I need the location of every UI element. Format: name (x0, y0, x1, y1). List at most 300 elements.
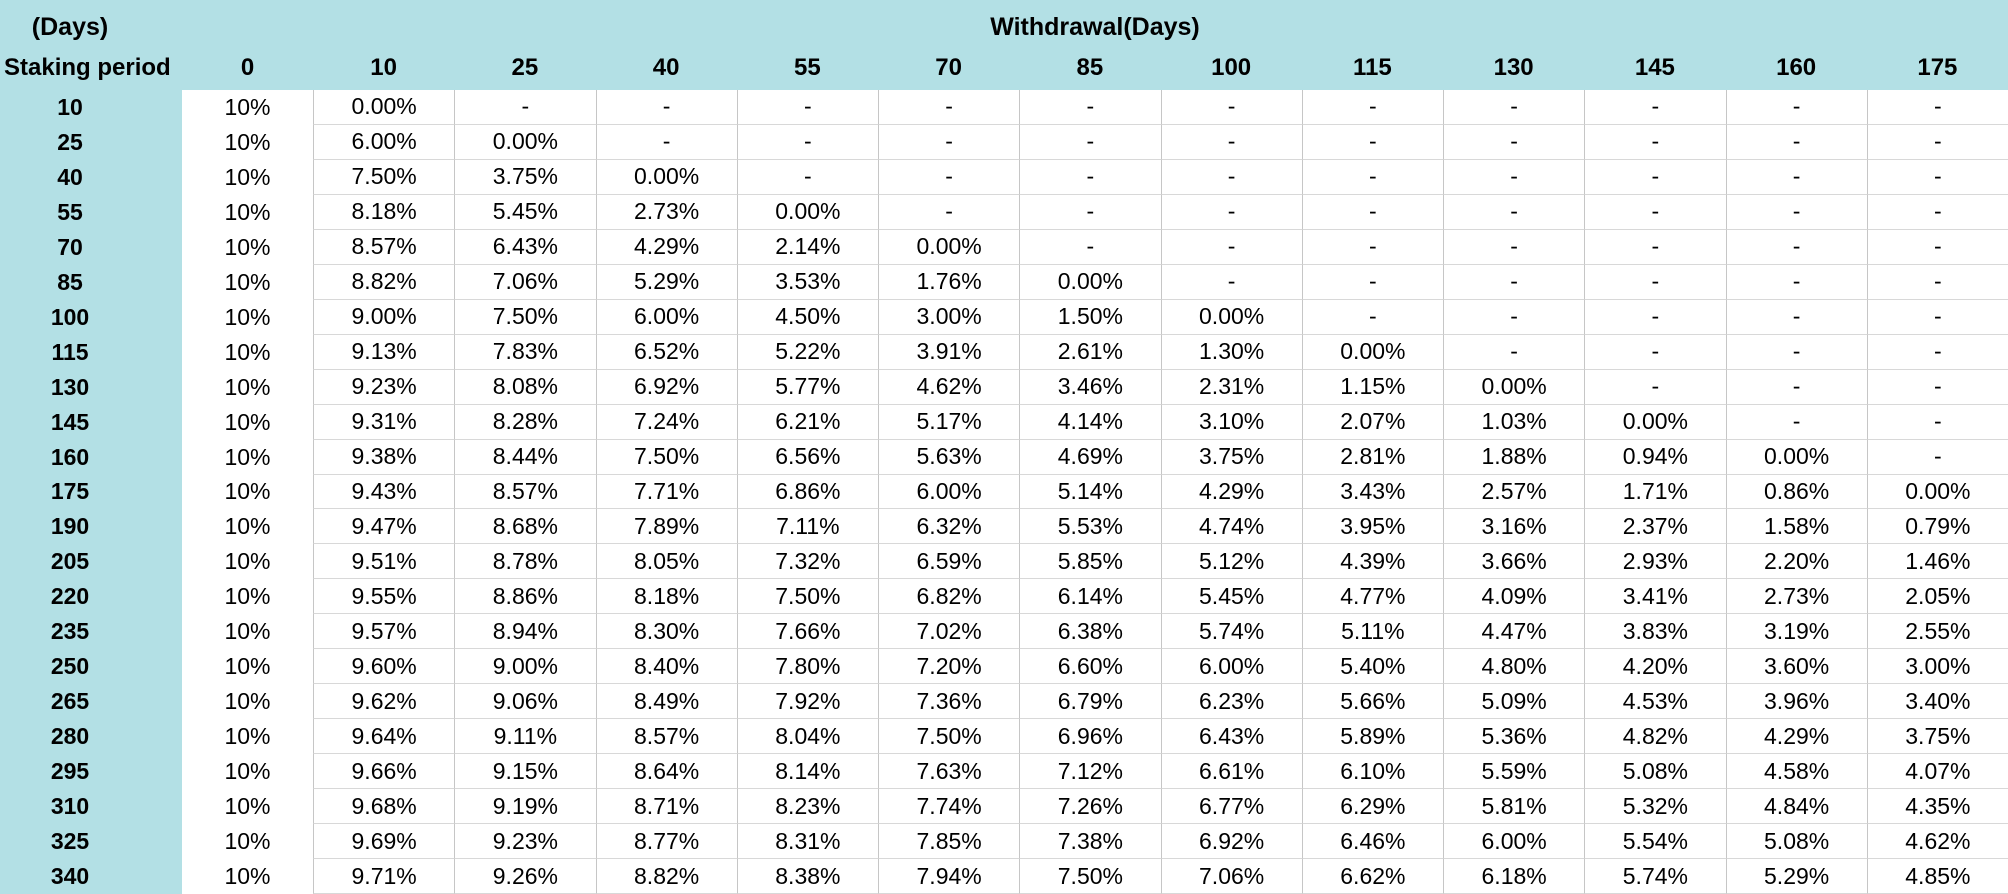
rate-cell: 10% (182, 160, 313, 195)
rate-cell: 10% (182, 614, 313, 649)
rate-cell: 0.94% (1584, 440, 1725, 475)
rate-cell: 3.96% (1726, 684, 1867, 719)
table-row (0, 265, 2008, 300)
rate-cell: 3.16% (1443, 509, 1584, 544)
rate-cell: 7.71% (596, 475, 737, 510)
rate-cell: 4.69% (1019, 440, 1160, 475)
rate-cell: 5.08% (1584, 754, 1725, 789)
rate-cell: 3.46% (1019, 370, 1160, 405)
rate-cell: 2.37% (1584, 509, 1725, 544)
table-row (0, 824, 2008, 859)
rate-cell: - (1584, 125, 1725, 160)
rate-cell: 1.88% (1443, 440, 1584, 475)
rate-cell: 3.10% (1161, 405, 1302, 440)
rate-cell: 4.82% (1584, 719, 1725, 754)
staking-period-value: 160 (0, 440, 140, 475)
rate-cell: - (1867, 160, 2008, 195)
rate-cell: 7.80% (737, 649, 878, 684)
rate-cell: 4.80% (1443, 649, 1584, 684)
withdrawal-days-column-header: 160 (1776, 54, 1817, 81)
rate-cell: - (1161, 160, 1302, 195)
withdrawal-days-column-header: 115 (1353, 54, 1392, 81)
rate-cell: 10% (182, 579, 313, 614)
rate-cell: 2.31% (1161, 370, 1302, 405)
rate-cell: 6.86% (737, 475, 878, 510)
staking-period-value: 220 (0, 579, 140, 614)
rate-cell: - (1584, 265, 1725, 300)
rate-cell: 6.00% (1443, 824, 1584, 859)
table-row (0, 544, 2008, 579)
rate-cell: 10% (182, 370, 313, 405)
rate-cell: - (454, 90, 595, 125)
rate-cell: 3.83% (1584, 614, 1725, 649)
rate-cell: 6.77% (1161, 789, 1302, 824)
rate-cell: 7.89% (596, 509, 737, 544)
rate-cell: 5.59% (1443, 754, 1584, 789)
rate-cell: 8.18% (313, 195, 454, 230)
rate-cell: 6.43% (454, 230, 595, 265)
rate-cell: - (1443, 300, 1584, 335)
rate-cell: 10% (182, 475, 313, 510)
rate-cell: 7.24% (596, 405, 737, 440)
row-spacer (140, 789, 182, 824)
staking-period-value: 145 (0, 405, 140, 440)
rate-cell: 7.50% (737, 579, 878, 614)
rate-cell: 8.57% (596, 719, 737, 754)
rate-cell: - (1019, 90, 1160, 125)
rate-cell: - (1867, 335, 2008, 370)
rate-cell: 2.93% (1584, 544, 1725, 579)
rate-cell: 3.43% (1302, 475, 1443, 510)
table-row (0, 300, 2008, 335)
rate-cell: 6.56% (737, 440, 878, 475)
staking-period-value: 295 (0, 754, 140, 789)
withdrawal-days-title: Withdrawal(Days) (990, 12, 1200, 41)
rate-cell: 7.02% (878, 614, 1019, 649)
table-title-row (0, 0, 2008, 46)
rate-cell: 3.66% (1443, 544, 1584, 579)
staking-period-value: 250 (0, 649, 140, 684)
row-spacer (140, 265, 182, 300)
rate-cell: 9.00% (313, 300, 454, 335)
rate-cell: - (1302, 300, 1443, 335)
rate-cell: 3.75% (1867, 719, 2008, 754)
rate-cell: 9.69% (313, 824, 454, 859)
rate-cell: 6.92% (1161, 824, 1302, 859)
rate-cell: 3.53% (737, 265, 878, 300)
rate-cell: 10% (182, 335, 313, 370)
rate-cell: 8.38% (737, 859, 878, 894)
rate-cell: 10% (182, 440, 313, 475)
rate-cell: 9.57% (313, 614, 454, 649)
rate-cell: 5.32% (1584, 789, 1725, 824)
table-row (0, 649, 2008, 684)
rate-cell: 7.26% (1019, 789, 1160, 824)
rate-cell: 3.40% (1867, 684, 2008, 719)
rate-cell: 9.19% (454, 789, 595, 824)
rate-cell: 2.57% (1443, 475, 1584, 510)
rate-cell: 2.05% (1867, 579, 2008, 614)
rate-cell: 7.20% (878, 649, 1019, 684)
rate-cell: 8.64% (596, 754, 737, 789)
rate-cell: 5.17% (878, 405, 1019, 440)
rate-cell: 4.39% (1302, 544, 1443, 579)
table-row (0, 160, 2008, 195)
rate-cell: 4.58% (1726, 754, 1867, 789)
rate-cell: - (1726, 195, 1867, 230)
staking-period-value: 340 (0, 859, 140, 894)
rate-cell: - (737, 160, 878, 195)
rate-cell: - (1867, 370, 2008, 405)
rate-cell: 4.20% (1584, 649, 1725, 684)
rate-cell: 6.82% (878, 579, 1019, 614)
rate-cell: 7.85% (878, 824, 1019, 859)
withdrawal-days-column-header: 70 (935, 54, 962, 81)
rate-cell: 1.58% (1726, 509, 1867, 544)
rate-cell: - (1443, 160, 1584, 195)
rate-cell: 3.19% (1726, 614, 1867, 649)
rate-cell: 5.54% (1584, 824, 1725, 859)
rate-cell: 5.12% (1161, 544, 1302, 579)
rate-cell: 8.77% (596, 824, 737, 859)
rate-cell: - (1584, 90, 1725, 125)
rate-cell: 5.14% (1019, 475, 1160, 510)
table-body (0, 90, 2008, 894)
row-spacer (140, 859, 182, 894)
rate-cell: 2.73% (1726, 579, 1867, 614)
table-row (0, 90, 2008, 125)
rate-cell: 5.29% (596, 265, 737, 300)
withdrawal-days-column-header: 55 (794, 54, 821, 81)
rate-cell: 2.61% (1019, 335, 1160, 370)
rate-cell: 7.50% (1019, 859, 1160, 894)
table-row (0, 509, 2008, 544)
rate-cell: 5.66% (1302, 684, 1443, 719)
withdrawal-days-column-header: 100 (1211, 54, 1252, 81)
rate-cell: 2.14% (737, 230, 878, 265)
rate-cell: 4.35% (1867, 789, 2008, 824)
rate-cell: - (878, 160, 1019, 195)
staking-period-value: 115 (0, 335, 140, 370)
table-row (0, 579, 2008, 614)
rate-cell: - (1867, 440, 2008, 475)
rate-cell: 9.47% (313, 509, 454, 544)
rate-cell: - (596, 90, 737, 125)
rate-cell: 4.62% (878, 370, 1019, 405)
rate-cell: 8.82% (313, 265, 454, 300)
rate-cell: 5.36% (1443, 719, 1584, 754)
row-spacer (140, 335, 182, 370)
rate-cell: 9.11% (454, 719, 595, 754)
rate-cell: 8.57% (313, 230, 454, 265)
rate-cell: - (1443, 265, 1584, 300)
rate-cell: 8.49% (596, 684, 737, 719)
rate-cell: 9.60% (313, 649, 454, 684)
rate-cell: 5.74% (1584, 859, 1725, 894)
rate-cell: 5.22% (737, 335, 878, 370)
rate-cell: 10% (182, 754, 313, 789)
rate-cell: 6.96% (1019, 719, 1160, 754)
rate-cell: 2.55% (1867, 614, 2008, 649)
rate-cell: 4.29% (596, 230, 737, 265)
rate-cell: 6.43% (1161, 719, 1302, 754)
rate-cell: - (1019, 160, 1160, 195)
rate-cell: 5.40% (1302, 649, 1443, 684)
rate-cell: 4.77% (1302, 579, 1443, 614)
table-row (0, 195, 2008, 230)
rate-cell: - (1867, 125, 2008, 160)
rate-cell: 7.32% (737, 544, 878, 579)
rate-cell: 1.46% (1867, 544, 2008, 579)
row-spacer (140, 824, 182, 859)
rate-cell: 5.81% (1443, 789, 1584, 824)
rate-cell: 10% (182, 684, 313, 719)
rate-cell: 8.05% (596, 544, 737, 579)
rate-cell: 6.92% (596, 370, 737, 405)
table-row (0, 684, 2008, 719)
table-row (0, 440, 2008, 475)
rate-cell: 10% (182, 509, 313, 544)
rate-cell: - (737, 90, 878, 125)
rate-cell: - (1443, 125, 1584, 160)
rate-cell: 0.00% (737, 195, 878, 230)
column-header-row (0, 46, 2008, 90)
rate-cell: 2.07% (1302, 405, 1443, 440)
rate-cell: 0.79% (1867, 509, 2008, 544)
rate-cell: - (1302, 230, 1443, 265)
row-spacer (140, 544, 182, 579)
rate-cell: 3.75% (454, 160, 595, 195)
rate-cell: - (1161, 90, 1302, 125)
rate-cell: 5.45% (454, 195, 595, 230)
row-spacer (140, 754, 182, 789)
rate-cell: - (1726, 265, 1867, 300)
rate-cell: 6.00% (596, 300, 737, 335)
staking-period-value: 70 (0, 230, 140, 265)
staking-period-value: 280 (0, 719, 140, 754)
rate-cell: 3.91% (878, 335, 1019, 370)
rate-cell: 6.59% (878, 544, 1019, 579)
rate-cell: 4.29% (1726, 719, 1867, 754)
rate-cell: - (878, 90, 1019, 125)
rate-cell: 7.12% (1019, 754, 1160, 789)
rate-cell: 9.23% (313, 370, 454, 405)
rate-cell: 7.83% (454, 335, 595, 370)
rate-cell: - (878, 195, 1019, 230)
withdrawal-days-column-header: 85 (1076, 54, 1104, 81)
rate-cell: 7.06% (454, 265, 595, 300)
rate-cell: 8.86% (454, 579, 595, 614)
rate-cell: 7.50% (313, 160, 454, 195)
rate-cell: 2.73% (596, 195, 737, 230)
staking-period-value: 175 (0, 475, 140, 510)
rate-cell: 0.00% (313, 90, 454, 125)
rate-cell: - (1726, 160, 1867, 195)
rate-cell: 9.62% (313, 684, 454, 719)
rate-cell: 9.51% (313, 544, 454, 579)
rate-cell: - (1161, 125, 1302, 160)
table-row (0, 125, 2008, 160)
rate-cell: 10% (182, 544, 313, 579)
rate-cell: - (1019, 230, 1160, 265)
rate-cell: 7.50% (878, 719, 1019, 754)
rate-cell: - (1019, 125, 1160, 160)
rate-cell: - (737, 125, 878, 160)
rate-cell: 4.62% (1867, 824, 2008, 859)
rate-cell: 8.14% (737, 754, 878, 789)
rate-cell: - (1161, 195, 1302, 230)
rate-cell: 3.95% (1302, 509, 1443, 544)
rate-cell: 6.32% (878, 509, 1019, 544)
rate-cell: 5.09% (1443, 684, 1584, 719)
rate-cell: 8.04% (737, 719, 878, 754)
staking-period-value: 310 (0, 789, 140, 824)
rate-cell: 2.81% (1302, 440, 1443, 475)
rate-cell: 5.29% (1726, 859, 1867, 894)
rate-cell: 8.82% (596, 859, 737, 894)
row-spacer (140, 475, 182, 510)
rate-cell: 9.64% (313, 719, 454, 754)
rate-cell: 5.89% (1302, 719, 1443, 754)
row-spacer (140, 195, 182, 230)
rate-cell: 0.00% (454, 125, 595, 160)
rate-cell: - (1584, 195, 1725, 230)
rate-cell: 4.84% (1726, 789, 1867, 824)
rate-cell: - (1726, 125, 1867, 160)
rate-cell: 6.29% (1302, 789, 1443, 824)
rate-cell: 0.00% (878, 230, 1019, 265)
rate-cell: - (1161, 230, 1302, 265)
rate-cell: 0.00% (1867, 475, 2008, 510)
row-spacer (140, 440, 182, 475)
rate-cell: - (1302, 125, 1443, 160)
rate-cell: - (1302, 265, 1443, 300)
rate-cell: - (1584, 335, 1725, 370)
row-spacer (140, 719, 182, 754)
rate-cell: 7.06% (1161, 859, 1302, 894)
rate-cell: 0.86% (1726, 475, 1867, 510)
rate-cell: 10% (182, 125, 313, 160)
rate-cell: - (1867, 195, 2008, 230)
rate-cell: 9.68% (313, 789, 454, 824)
table-row (0, 475, 2008, 510)
row-spacer (140, 684, 182, 719)
rate-cell: 7.38% (1019, 824, 1160, 859)
rate-cell: 9.55% (313, 579, 454, 614)
row-spacer (140, 509, 182, 544)
staking-period-value: 55 (0, 195, 140, 230)
rate-cell: 6.10% (1302, 754, 1443, 789)
row-spacer (140, 125, 182, 160)
rate-cell: 6.18% (1443, 859, 1584, 894)
table-row (0, 754, 2008, 789)
withdrawal-days-column-header: 175 (1917, 54, 1958, 81)
rate-cell: 5.53% (1019, 509, 1160, 544)
rate-cell: 10% (182, 90, 313, 125)
rate-cell: 5.11% (1302, 614, 1443, 649)
rate-cell: 9.31% (313, 405, 454, 440)
rate-cell: 7.94% (878, 859, 1019, 894)
rate-cell: 8.68% (454, 509, 595, 544)
rate-cell: 5.08% (1726, 824, 1867, 859)
rate-cell: 8.78% (454, 544, 595, 579)
table-row (0, 335, 2008, 370)
row-spacer (140, 90, 182, 125)
rate-cell: 10% (182, 859, 313, 894)
rate-cell: - (1019, 195, 1160, 230)
row-spacer (140, 370, 182, 405)
rate-cell: 3.00% (878, 300, 1019, 335)
staking-period-value: 190 (0, 509, 140, 544)
rate-cell: 10% (182, 405, 313, 440)
rate-cell: 6.00% (1161, 649, 1302, 684)
row-spacer (140, 300, 182, 335)
rate-cell: 9.26% (454, 859, 595, 894)
withdrawal-days-column-header: 130 (1493, 54, 1534, 81)
staking-period-value: 265 (0, 684, 140, 719)
rate-cell: - (1584, 160, 1725, 195)
rate-cell: 4.09% (1443, 579, 1584, 614)
rate-cell: 4.07% (1867, 754, 2008, 789)
rate-cell: 9.15% (454, 754, 595, 789)
rate-cell: 0.00% (1584, 405, 1725, 440)
rate-cell: - (1867, 300, 2008, 335)
rate-cell: 6.14% (1019, 579, 1160, 614)
rate-cell: 6.60% (1019, 649, 1160, 684)
rate-cell: - (1302, 195, 1443, 230)
withdrawal-days-column-header: 25 (511, 54, 539, 81)
rate-cell: 7.63% (878, 754, 1019, 789)
rate-cell: 10% (182, 824, 313, 859)
rate-cell: 7.36% (878, 684, 1019, 719)
table-row (0, 370, 2008, 405)
rate-cell: 8.94% (454, 614, 595, 649)
rate-cell: 7.92% (737, 684, 878, 719)
row-spacer (140, 649, 182, 684)
rate-cell: 0.00% (1302, 335, 1443, 370)
rate-cell: 9.71% (313, 859, 454, 894)
rate-cell: 6.52% (596, 335, 737, 370)
rate-cell: 4.53% (1584, 684, 1725, 719)
rate-cell: 10% (182, 649, 313, 684)
rate-cell: 6.46% (1302, 824, 1443, 859)
staking-period-value: 235 (0, 614, 140, 649)
rate-cell: 4.50% (737, 300, 878, 335)
rate-cell: 8.30% (596, 614, 737, 649)
rate-cell: - (1443, 335, 1584, 370)
rate-cell: 2.20% (1726, 544, 1867, 579)
rate-cell: 5.45% (1161, 579, 1302, 614)
rate-cell: 7.66% (737, 614, 878, 649)
rate-cell: 4.29% (1161, 475, 1302, 510)
rate-cell: 8.40% (596, 649, 737, 684)
rate-cell: 5.74% (1161, 614, 1302, 649)
rate-cell: 3.60% (1726, 649, 1867, 684)
staking-period-header: Staking period (4, 54, 171, 81)
rate-cell: 9.43% (313, 475, 454, 510)
rate-cell: 4.47% (1443, 614, 1584, 649)
rate-cell: 1.76% (878, 265, 1019, 300)
rate-cell: 1.71% (1584, 475, 1725, 510)
rate-cell: 1.50% (1019, 300, 1160, 335)
rate-cell: 6.61% (1161, 754, 1302, 789)
rate-cell: 9.66% (313, 754, 454, 789)
rate-cell: 3.00% (1867, 649, 2008, 684)
rate-cell: 6.00% (878, 475, 1019, 510)
rate-cell: 0.00% (1443, 370, 1584, 405)
withdrawal-days-column-header: 40 (652, 54, 680, 81)
rate-cell: 6.00% (313, 125, 454, 160)
